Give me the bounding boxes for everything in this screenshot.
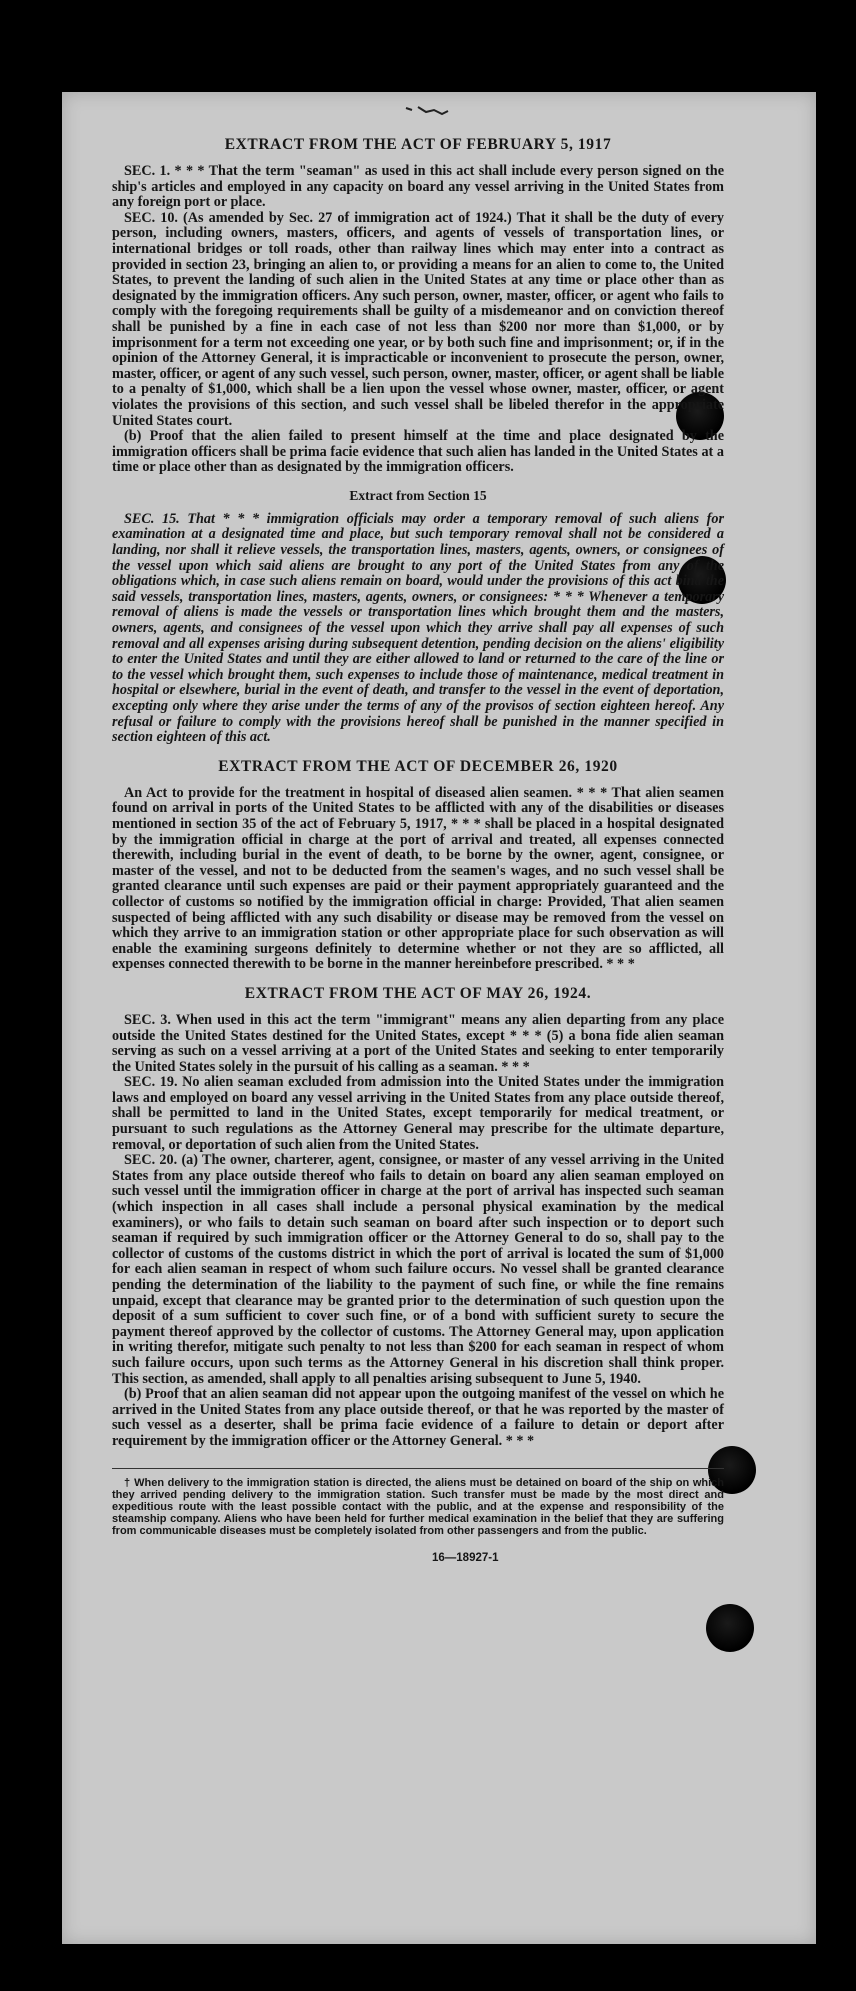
paragraph-sec-20a: SEC. 20. (a) The owner, charterer, agent, consignee, or master of any vessel arriving in the United States from any place outside thereof who fails to detain on board any alien seaman employed on such vessel until the immigration officer in charge at the port of arrival has inspected such seaman (which inspection in all cases shall include a personal physical examination by the medical examiners), or who fails to detain such seaman on board after such inspection or to deport such seaman if required by such immigration officer or the Attorney General to do so, shall pay to the collector of customs of the customs district in which the port of arrival is located the sum of $1,000 for each alien seaman in respect of whom such failure occurs. No vessel shall be granted clearance pending the determination of the liability to the payment of such fine, or while the fine remains unpaid, except that clearance may be granted prior to the determination of such question upon the deposit of a sum sufficient to cover such fine, or of a bond with sufficient surety to secure the payment thereof approved by the collector of customs. The Attorney General may, upon application in writing therefor, mitigate such penalty to not less than $200 for each seaman in respect of whom such failure occurs, upon such terms as the Attorney General in his discretion shall think proper. This section, as amended, shall apply to all penalties arising subsequent to June 5, 1940. <box>112 1152 724 1387</box>
paragraph-sec-20b: (b) Proof that an alien seaman did not appear upon the outgoing manifest of the vessel on which he arrived in the United States from any place outside thereof, or that he was reported by the master of such vessel as a deserter, shall be prima facie evidence of a failure to detain or deport after requirement by the immigration officer or the Attorney General. * * * <box>112 1386 724 1449</box>
paragraph-sec-1: SEC. 1. * * * That the term "seaman" as used in this act shall include every person signed on the ship's articles and employed in any capacity on board any vessel arriving in the United States from any foreign port or place. <box>112 163 724 211</box>
form-number: 16—18927-1 <box>432 1551 499 1564</box>
heading-act-feb-1917: EXTRACT FROM THE ACT OF FEBRUARY 5, 1917 <box>224 136 612 153</box>
document-body <box>112 124 724 1564</box>
heading-section-15: Extract from Section 15 <box>349 487 487 503</box>
heading-act-may-1924: EXTRACT FROM THE ACT OF MAY 26, 1924. <box>244 984 592 1002</box>
footnote <box>112 1468 724 1538</box>
paragraph-sec-3: SEC. 3. When used in this act the term "immigrant" means any alien departing from any place outside the United States destined for the United States, except * * * (5) a bona fide alien seaman serving as such on a vessel arriving at a port of the United States and seeking to enter temporarily the United States solely in the pursuit of his calling as a seaman. * * * <box>112 1011 724 1075</box>
paragraph-sec-10b: (b) Proof that the alien failed to present himself at the time and place designated by the immigration officers shall be prima facie evidence that such alien has landed in the United States at a time or place other than as designated by the immigration officers. <box>112 428 724 476</box>
paragraph-sec-19: SEC. 19. No alien seaman excluded from admission into the United States under the immigration laws and employed on board any vessel arriving in the United States from any place outside thereof, shall be permitted to land in the United States, except temporarily for medical treatment, or pursuant to such regulations as the Attorney General may prescribe for the ultimate departure, removal, or deportation of such alien from the United States. <box>112 1074 724 1153</box>
footnote-text: † When delivery to the immigration station is directed, the aliens must be detained on board of the ship on which they arrived pending delivery to the immigration station. Such transfer must be made by the most direct and expeditious route with the least possible contact with the public, and at the expense and responsibility of the steamship company. Aliens who have been held for further medical examination in the belief that they are suffering from communicable diseases must be completely isolated from other passengers and from the public. <box>112 1476 724 1538</box>
staple-mark <box>404 104 452 116</box>
paragraph-sec-15: SEC. 15. That * * * immigration officials may order a temporary removal of such aliens for examination at a designated time and place, but such temporary removal shall not be considered a landing, nor shall it relieve vessels, the transportation lines, masters, agents, owners, or consignees of the vessel upon which said aliens are brought to any port of the United States from any of the obligations which, in case such aliens remain on board, would under the provisions of this act bind the said vessels, transportation lines, masters, agents, owners, or consignees: * * * Whenever a temporary removal of aliens is made the vessels or transportation lines which brought them and the masters, owners, agents, and consignees of the vessel upon which they arrive shall pay all expenses of such removal and all expenses arising during subsequent detention, pending decision on the aliens' eligibility to enter the United States and until they are either allowed to land or returned to the care of the line or to the vessel which brought them, such expenses to include those of maintenance, medical treatment in hospital or elsewhere, burial in the event of death, and transfer to the vessel in the event of deportation, excepting only where they arise under the terms of any of the provisos of section eighteen hereof. Any refusal or failure to comply with the provisions hereof shall be punished in the manner specified in section eighteen of this act. <box>112 510 724 746</box>
heading-act-dec-1920: EXTRACT FROM THE ACT OF DECEMBER 26, 1920 <box>218 757 618 775</box>
paragraph-act-dec-1920: An Act to provide for the treatment in hospital of diseased alien seamen. * * * That alien seamen found on arrival in ports of the United States to be afflicted with any of the disabilities or diseases mentioned in section 35 of the act of February 5, 1917, * * * shall be placed in a hospital designated by the immigration official in charge at the port of arrival and treated, all expenses connected therewith, including burial in the event of death, to be borne by the owner, agent, consignee, or master of the vessel, and not to be deducted from the seamen's wages, and no such vessel shall be granted clearance until such expenses are paid or their payment appropriately guaranteed and the collector of customs so notified by the immigration official in charge: Provided, That alien seamen suspected of being afflicted with any such disability or disease may be removed from the vessel on which they arrive to an immigration station or other appropriate place for such observation as will enable the examining surgeons definitely to determine whether or not they are so afflicted, all expenses connected therewith to be borne in the manner hereinbefore prescribed. * * * <box>112 784 724 973</box>
paragraph-sec-10: SEC. 10. (As amended by Sec. 27 of immigration act of 1924.) That it shall be the duty of every person, including owners, masters, officers, and agents of vessels of transportation lines, or international bridges or toll roads, other than railway lines which may enter into a contract as provided in section 23, bringing an alien to, or providing a means for an alien to come to, the United States, to prevent the landing of such alien in the United States at any time or place other than as designated by the immigration officers. Any such person, owner, master, officer, or agent who fails to comply with the foregoing requirements shall be guilty of a misdemeanor and on conviction thereof shall be punished by a fine in each case of not less than $200 nor more than $1,000, or by imprisonment for a term not exceeding one year, or by both such fine and imprisonment; or, if in the opinion of the Attorney General, it is impracticable or inconvenient to prosecute the person, owner, master, officer, or agent of any such vessel, such person, owner, master, officer, or agent shall be liable to a penalty of $1,000, which shall be a lien upon the vessel whose owner, master, officer, or agent violates the provisions of this section, and such vessel shall be libeled therefor in the appropriate United States court. <box>112 209 724 429</box>
punch-hole <box>706 1604 754 1652</box>
